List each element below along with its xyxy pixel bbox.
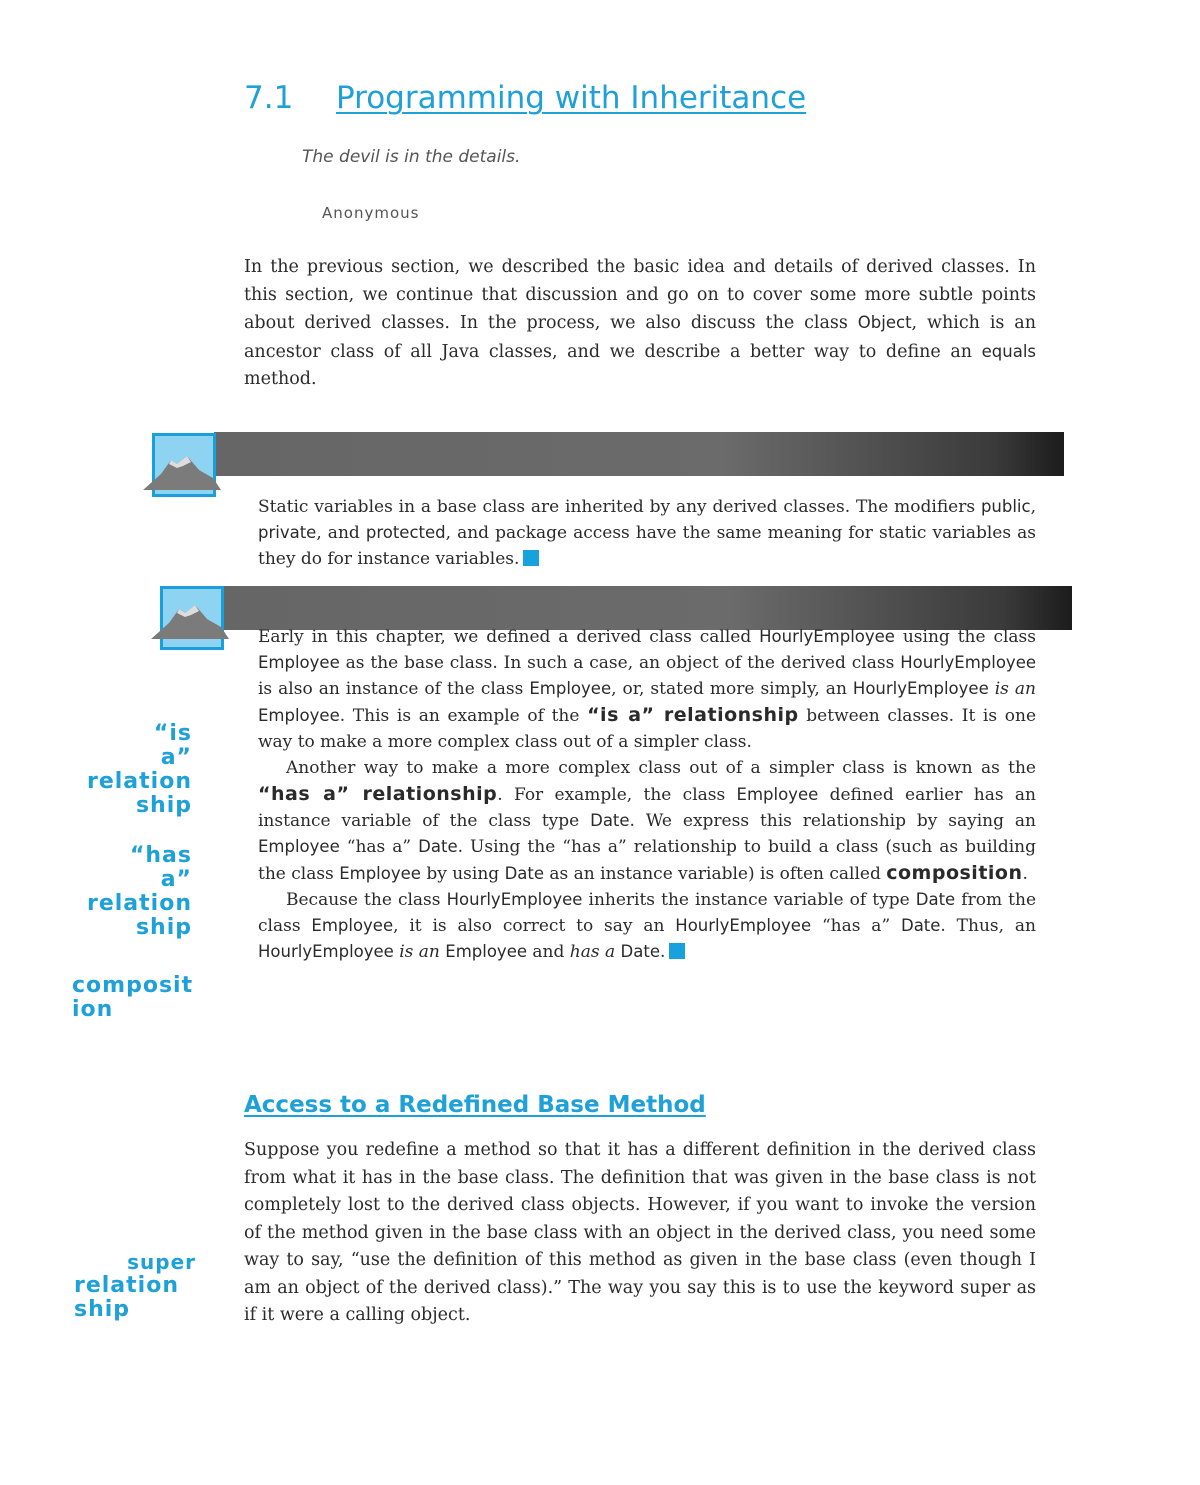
epigraph-author: Anonymous: [322, 204, 420, 222]
key-term-has-a: “has a” relationship: [258, 783, 498, 805]
key-term-is-a: “is a” relationship: [587, 704, 799, 726]
tip-icon-2: [160, 586, 224, 650]
end-marker: [669, 943, 685, 959]
margin-note-is-a: “is a” relation ship: [87, 721, 192, 818]
margin-note-super: super relation ship: [74, 1250, 196, 1322]
tip-box-2-text: [258, 624, 1036, 965]
epigraph-quote: The devil is in the details.: [302, 147, 521, 167]
subsection-title: Access to a Redefined Base Method: [244, 1092, 706, 1118]
box2-paragraph-2: Another way to make a more complex class out of a simpler class is known as the “has a” relationship. For example, the class Employee defined earlier has an instance variable of the class type Date. We express this relationship by saying an Employee “has a” Date. Using the “has a” relationship to build a class (such as building the class Employee by using Date as an instance variable) is often called composition.: [258, 758, 1036, 884]
box2-paragraph-3: Because the class HourlyEmployee inherits the instance variable of type Date from the class Employee, it is also correct to say an HourlyEmployee “has a” Date. Thus, an HourlyEmployee is an Employee and has a Date.: [258, 890, 1037, 962]
tip-bar-1: [214, 432, 1064, 476]
end-marker: [523, 550, 539, 566]
section-title: Programming with Inheritance: [336, 80, 807, 116]
section-number: 7.1: [244, 80, 294, 116]
tip-box-1-text: Static variables in a base class are inherited by any derived classes. The modifiers public, private, and protected, and package access have the same meaning for static variables as they do for instance variables.: [258, 497, 1036, 569]
margin-note-has-a: “has a” relation ship: [87, 843, 192, 940]
section-heading: [244, 80, 806, 116]
box2-paragraph-1: Early in this chapter, we defined a derived class called HourlyEmployee using the class Employee as the base class. In such a case, an object of the derived class HourlyEmployee is also an instance of the class Employee, or, stated more simply, an HourlyEmployee is an Employee. This is an example of the “is a” relationship between classes. It is one way to make a more complex class out of a simpler class.: [258, 627, 1036, 752]
margin-note-composition: composit ion: [72, 973, 194, 1022]
tip-icon-1: [152, 433, 216, 497]
access-paragraph: Suppose you redefine a method so that it has a different definition in the derived class from what it has in the base class. The definition that was given in the base class is not completely lost to the derived class objects. However, if you want to invoke the version of the method given in the base class with an object in the derived class, you need some way to say, “use the definition of this method as given in the base class (even though I am an object of the derived class).” The way you say this is to use the keyword super as if it were a calling object.: [244, 1140, 1036, 1325]
mountain-icon: [152, 433, 216, 497]
intro-paragraph: In the previous section, we described the basic idea and details of derived classes. In this section, we continue that discussion and go on to cover some more subtle points about derived classes. In the process, we also discuss the class Object, which is an ancestor class of all Java classes, and we describe a better way to define an equals method.: [244, 257, 1037, 389]
key-term-composition: composition: [886, 862, 1023, 884]
mountain-icon: [160, 586, 224, 650]
code-equals: equals: [981, 341, 1036, 361]
code-object: Object: [857, 313, 912, 332]
